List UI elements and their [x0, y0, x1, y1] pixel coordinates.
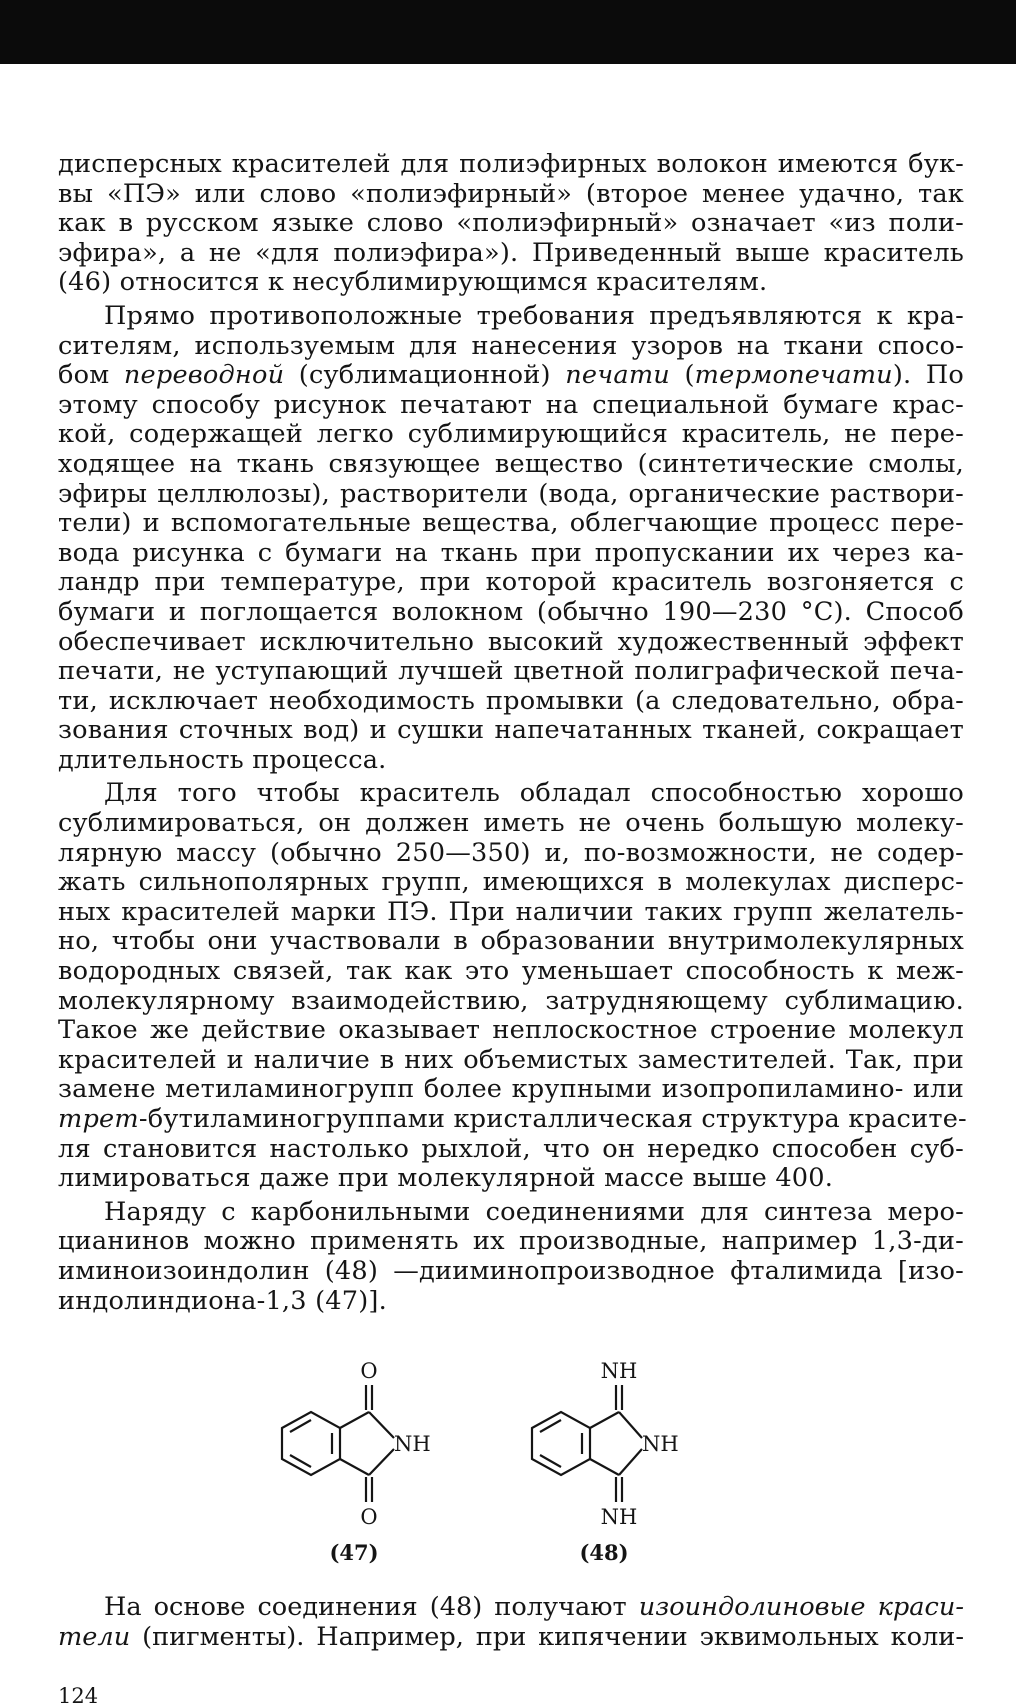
text-line: (46) относится к несублимирующимся красителям.	[58, 267, 768, 298]
text-line: тели) и вспомогательные вещества, облегчающие процесс пере-	[58, 508, 964, 539]
text-line: трет-бутиламиногруппами кристаллическая структура красите-	[58, 1104, 967, 1134]
text-line: ландр при температуре, при которой краситель возгоняется с	[58, 567, 964, 598]
text-line: Для того чтобы краситель обладал способностью хорошо	[104, 778, 964, 809]
text-line: ходящее на ткань связующее вещество (синтетические смолы,	[58, 448, 964, 479]
text-line: лимироваться даже при молекулярной массе выше 400.	[58, 1163, 834, 1194]
text-line: замене метиламиногрупп более крупными изопропиламино- или	[58, 1074, 964, 1105]
text-line: лярную массу (обычно 250—350) и, по-возможности, не содер-	[58, 837, 964, 868]
paragraph	[58, 1198, 964, 1316]
text-line: жать сильнополярных групп, имеющихся в молекулах дисперс-	[58, 867, 964, 898]
structures-svg	[270, 1352, 790, 1576]
text-line: кой, содержащей легко сублимирующийся краситель, не пере-	[58, 419, 964, 450]
text-line: иминоизоиндолин (48) —дииминопроизводное фталимида [изо-	[58, 1255, 964, 1286]
atom-48-ring: NH	[642, 1432, 679, 1456]
paragraph	[58, 778, 967, 1194]
text-line: ных красителей марки ПЭ. При наличии таких групп желатель-	[58, 896, 964, 927]
atom-47-bottom: O	[360, 1505, 378, 1529]
text-line: ти, исключает необходимость промывки (а следовательно, обра-	[58, 685, 964, 716]
text-line: длительность процесса.	[58, 744, 387, 775]
text-line: Наряду с карбонильными соединениями для синтеза меро-	[104, 1196, 964, 1227]
text-line: тели (пигменты). Например, при кипячении эквимольных коли-	[58, 1621, 964, 1652]
ring-bond-47-bottom-n	[369, 1449, 394, 1475]
text-line: сителям, используемым для нанесения узоров на ткани спосо-	[58, 330, 964, 361]
ring-bond-47-top-n	[369, 1412, 394, 1438]
continuation-text	[58, 1593, 964, 1652]
page-number: 124	[58, 1684, 99, 1708]
text-line: дисперсных красителей для полиэфирных волокон имеются бук-	[58, 149, 964, 179]
ring-bond-48-top	[590, 1412, 619, 1428]
text-line: эфира», а не «для полиэфира»). Приведенный выше краситель	[58, 237, 964, 268]
ring-bond-48-bottom	[590, 1459, 619, 1475]
atom-47-ring: NH	[394, 1432, 431, 1456]
text-line: зования сточных вод) и сушки напечатанных тканей, сокращает	[58, 715, 964, 746]
text-line: вы «ПЭ» или слово «полиэфирный» (второе менее удачно, так	[58, 178, 964, 209]
text-line: вода рисунка с бумаги на ткань при пропускании их через ка-	[58, 537, 964, 568]
text-line: водородных связей, так как это уменьшает способность к меж-	[58, 956, 964, 987]
atom-48-bottom: NH	[600, 1505, 638, 1529]
body-text	[58, 149, 967, 1320]
text-line: цианинов можно применять их производные, например 1,3-ди-	[58, 1226, 964, 1257]
ring-bond-48-bottom-n	[619, 1449, 642, 1475]
text-line: эфиры целлюлозы), растворители (вода, органические раствори-	[58, 478, 964, 509]
atom-48-top: NH	[600, 1359, 638, 1383]
ring-bond-48-top-n	[619, 1412, 642, 1438]
chemical-structures-figure	[270, 1352, 790, 1576]
text-line: сублимироваться, он должен иметь не очень большую молеку-	[58, 808, 964, 839]
text-line: Такое же действие оказывает неплоскостное строение молекул	[58, 1015, 964, 1046]
text-line: но, чтобы они участвовали в образовании внутримолекулярных	[58, 926, 964, 957]
paragraph	[58, 302, 964, 776]
text-line: бом переводной (сублимационной) печати (термопечати). По	[58, 360, 965, 391]
text-line: красителей и наличие в них объемистых заместителей. Так, при	[58, 1044, 964, 1075]
ring-bond-47-bottom	[340, 1459, 369, 1475]
paragraph	[58, 150, 964, 298]
text-line: этому способу рисунок печатают на специальной бумаге крас-	[58, 389, 964, 420]
ring-bond-47-top	[340, 1412, 369, 1428]
text-line: обеспечивает исключительно высокий художественный эффект	[58, 626, 964, 657]
text-line: как в русском языке слово «полиэфирный» означает «из поли-	[58, 208, 964, 239]
label-48: (48)	[579, 1540, 629, 1565]
structure-47	[282, 1385, 394, 1502]
text-line: молекулярному взаимодействию, затрудняющему сублимацию.	[58, 985, 964, 1016]
text-line: На основе соединения (48) получают изоиндолиновые краси-	[104, 1592, 964, 1622]
atom-47-top: O	[360, 1359, 378, 1383]
text-line: печати, не уступающий лучшей цветной полиграфической печа-	[58, 656, 964, 687]
scan-top-border	[0, 0, 1016, 64]
structure-48	[532, 1385, 642, 1502]
label-47: (47)	[329, 1540, 379, 1565]
text-line: ля становится настолько рыхлой, что он нередко способен суб-	[58, 1133, 964, 1164]
text-line: Прямо противоположные требования предъявляются к кра-	[104, 300, 964, 331]
text-line: бумаги и поглощается волокном (обычно 190—230 °С). Способ	[58, 596, 964, 627]
text-line: индолиндиона-1,3 (47)].	[58, 1285, 387, 1316]
